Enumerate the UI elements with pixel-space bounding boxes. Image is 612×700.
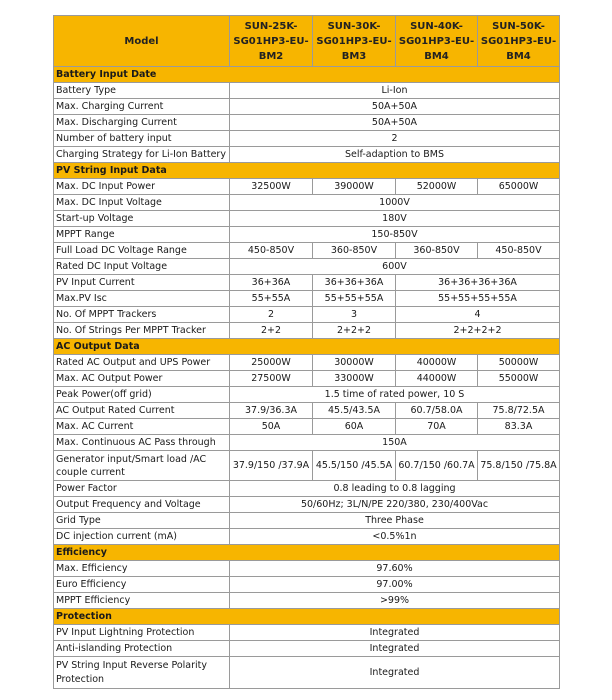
spec-value: 3	[313, 307, 396, 323]
spec-value: 75.8/150 /75.8A	[478, 451, 560, 481]
spec-value: 55+55+55A	[313, 291, 396, 307]
section-header-row	[54, 609, 560, 625]
spec-label: MPPT Range	[54, 227, 230, 243]
spec-label: Max. AC Output Power	[54, 371, 230, 387]
spec-value: 37.9/36.3A	[230, 403, 313, 419]
spec-label: Euro Efficiency	[54, 577, 230, 593]
spec-value: 2	[230, 307, 313, 323]
model-name-header: SUN-30K-SG01HP3-EU-BM3	[313, 16, 396, 67]
spec-value: 39000W	[313, 179, 396, 195]
spec-value: Integrated	[230, 641, 560, 657]
spec-value: 360-850V	[396, 243, 478, 259]
spec-label: Rated AC Output and UPS Power	[54, 355, 230, 371]
spec-row	[54, 529, 560, 545]
spec-row	[54, 641, 560, 657]
spec-label: Max. Discharging Current	[54, 115, 230, 131]
spec-value: 55+55+55+55A	[396, 291, 560, 307]
spec-value: 36+36A	[230, 275, 313, 291]
spec-value: 1.5 time of rated power, 10 S	[230, 387, 560, 403]
spec-label: MPPT Efficiency	[54, 593, 230, 609]
section-title: Protection	[54, 609, 560, 625]
spec-value: 44000W	[396, 371, 478, 387]
spec-value: 50A+50A	[230, 99, 560, 115]
spec-label: Max. DC Input Voltage	[54, 195, 230, 211]
spec-value: 50000W	[478, 355, 560, 371]
spec-label: Max.PV Isc	[54, 291, 230, 307]
spec-label: Peak Power(off grid)	[54, 387, 230, 403]
spec-value: 180V	[230, 211, 560, 227]
spec-value: 37.9/150 /37.9A	[230, 451, 313, 481]
spec-row	[54, 625, 560, 641]
spec-value: 97.60%	[230, 561, 560, 577]
spec-label: Generator input/Smart load /AC couple current	[54, 451, 230, 481]
spec-label: Charging Strategy for Li-Ion Battery	[54, 147, 230, 163]
spec-label: Battery Type	[54, 83, 230, 99]
spec-value: 4	[396, 307, 560, 323]
spec-value: 52000W	[396, 179, 478, 195]
spec-body	[54, 67, 560, 689]
spec-row	[54, 481, 560, 497]
spec-row	[54, 243, 560, 259]
model-name-header: SUN-50K-SG01HP3-EU-BM4	[478, 16, 560, 67]
model-name-header: SUN-25K-SG01HP3-EU-BM2	[230, 16, 313, 67]
spec-row	[54, 657, 560, 689]
spec-value: 2+2	[230, 323, 313, 339]
spec-value: 0.8 leading to 0.8 lagging	[230, 481, 560, 497]
spec-label: PV String Input Reverse Polarity Protection	[54, 657, 230, 689]
spec-value: 40000W	[396, 355, 478, 371]
spec-label: Number of battery input	[54, 131, 230, 147]
spec-value: 150A	[230, 435, 560, 451]
spec-label: Output Frequency and Voltage	[54, 497, 230, 513]
section-header-row	[54, 163, 560, 179]
spec-sheet	[53, 15, 559, 689]
spec-label: Max. Charging Current	[54, 99, 230, 115]
spec-row	[54, 259, 560, 275]
spec-row	[54, 307, 560, 323]
spec-value: 36+36+36A	[313, 275, 396, 291]
spec-value: <0.5%1n	[230, 529, 560, 545]
spec-value: Three Phase	[230, 513, 560, 529]
section-title: AC Output Data	[54, 339, 560, 355]
spec-row	[54, 497, 560, 513]
spec-row	[54, 179, 560, 195]
section-title: Battery Input Date	[54, 67, 560, 83]
spec-row	[54, 435, 560, 451]
spec-row	[54, 83, 560, 99]
spec-value: 55000W	[478, 371, 560, 387]
spec-value: 50/60Hz; 3L/N/PE 220/380, 230/400Vac	[230, 497, 560, 513]
model-header: Model	[54, 16, 230, 67]
spec-value: 150-850V	[230, 227, 560, 243]
spec-row	[54, 115, 560, 131]
spec-value: 32500W	[230, 179, 313, 195]
spec-label: DC injection current (mA)	[54, 529, 230, 545]
spec-value: 60.7/58.0A	[396, 403, 478, 419]
section-header-row	[54, 545, 560, 561]
spec-value: Integrated	[230, 625, 560, 641]
spec-value: 450-850V	[478, 243, 560, 259]
spec-value: 1000V	[230, 195, 560, 211]
spec-label: Max. Efficiency	[54, 561, 230, 577]
header-row	[54, 16, 560, 67]
spec-value: 600V	[230, 259, 560, 275]
spec-row	[54, 593, 560, 609]
spec-value: 360-850V	[313, 243, 396, 259]
spec-row	[54, 227, 560, 243]
spec-row	[54, 403, 560, 419]
spec-row	[54, 387, 560, 403]
spec-row	[54, 275, 560, 291]
spec-label: Max. DC Input Power	[54, 179, 230, 195]
spec-value: >99%	[230, 593, 560, 609]
spec-value: 25000W	[230, 355, 313, 371]
spec-row	[54, 419, 560, 435]
spec-label: Full Load DC Voltage Range	[54, 243, 230, 259]
spec-value: 97.00%	[230, 577, 560, 593]
model-name-header: SUN-40K-SG01HP3-EU-BM4	[396, 16, 478, 67]
spec-row	[54, 371, 560, 387]
spec-value: 2+2+2	[313, 323, 396, 339]
spec-label: Anti-islanding Protection	[54, 641, 230, 657]
spec-value: Integrated	[230, 657, 560, 689]
spec-value: 45.5/43.5A	[313, 403, 396, 419]
spec-value: 45.5/150 /45.5A	[313, 451, 396, 481]
spec-value: 65000W	[478, 179, 560, 195]
spec-label: Max. Continuous AC Pass through	[54, 435, 230, 451]
spec-row	[54, 451, 560, 481]
spec-label: No. Of MPPT Trackers	[54, 307, 230, 323]
spec-row	[54, 577, 560, 593]
spec-value: 60A	[313, 419, 396, 435]
spec-label: No. Of Strings Per MPPT Tracker	[54, 323, 230, 339]
spec-value: 83.3A	[478, 419, 560, 435]
spec-row	[54, 291, 560, 307]
spec-row	[54, 147, 560, 163]
section-title: PV String Input Data	[54, 163, 560, 179]
spec-label: Start-up Voltage	[54, 211, 230, 227]
spec-value: 55+55A	[230, 291, 313, 307]
spec-row	[54, 355, 560, 371]
section-title: Efficiency	[54, 545, 560, 561]
spec-label: AC Output Rated Current	[54, 403, 230, 419]
spec-row	[54, 513, 560, 529]
spec-value: 50A+50A	[230, 115, 560, 131]
spec-row	[54, 323, 560, 339]
spec-value: 450-850V	[230, 243, 313, 259]
spec-label: Power Factor	[54, 481, 230, 497]
spec-label: Max. AC Current	[54, 419, 230, 435]
spec-value: Li-Ion	[230, 83, 560, 99]
spec-value: 60.7/150 /60.7A	[396, 451, 478, 481]
section-header-row	[54, 67, 560, 83]
spec-row	[54, 99, 560, 115]
spec-value: 27500W	[230, 371, 313, 387]
spec-table	[53, 15, 560, 689]
spec-value: 36+36+36+36A	[396, 275, 560, 291]
spec-label: PV Input Current	[54, 275, 230, 291]
spec-row	[54, 211, 560, 227]
spec-value: 30000W	[313, 355, 396, 371]
spec-value: 2	[230, 131, 560, 147]
spec-value: 33000W	[313, 371, 396, 387]
spec-value: 75.8/72.5A	[478, 403, 560, 419]
spec-value: 50A	[230, 419, 313, 435]
spec-row	[54, 131, 560, 147]
section-header-row	[54, 339, 560, 355]
spec-value: 2+2+2+2	[396, 323, 560, 339]
spec-label: Grid Type	[54, 513, 230, 529]
spec-label: PV Input Lightning Protection	[54, 625, 230, 641]
spec-row	[54, 561, 560, 577]
spec-value: 70A	[396, 419, 478, 435]
spec-label: Rated DC Input Voltage	[54, 259, 230, 275]
spec-row	[54, 195, 560, 211]
spec-value: Self-adaption to BMS	[230, 147, 560, 163]
